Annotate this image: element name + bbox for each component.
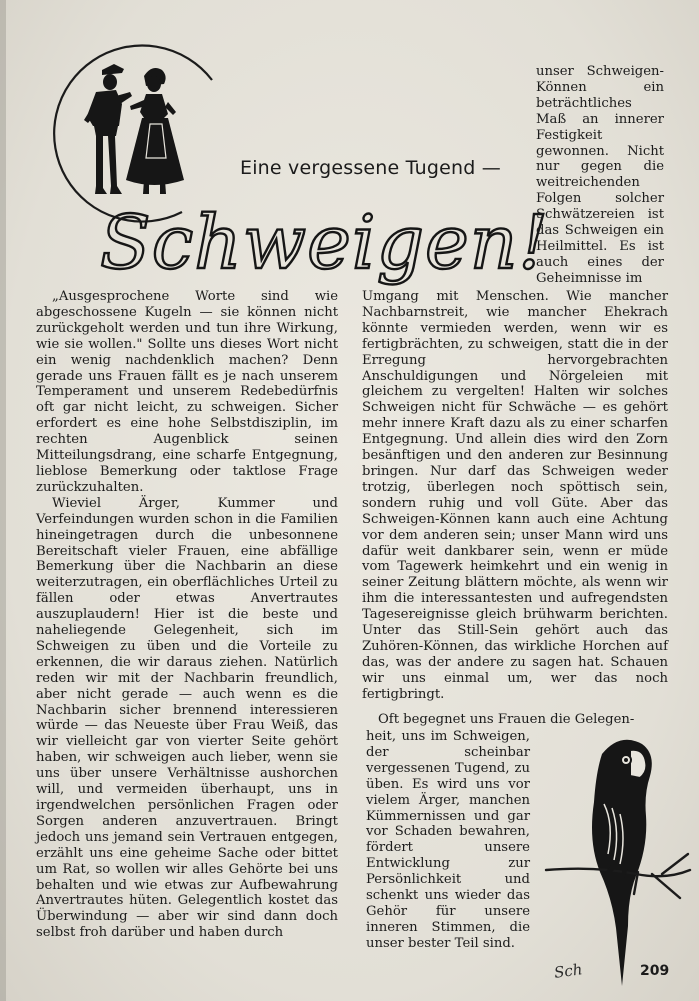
final-column (366, 729, 530, 952)
parrot-illustration (542, 724, 692, 994)
final-paragraph: heit, uns im Schweigen, der scheinbar vergessenen Tugend, zu üben. Es wird uns vor vielem Ärger, manchen Kümmernissen und gar vor Schaden bewahren, fördert unsere Entwicklung zur Persönlichkeit und schenkt uns wieder das Gehör für unsere inneren Stimmen, die unser bester Teil sind. (366, 729, 530, 951)
title-text: Schweigen! (100, 200, 550, 286)
article-title (92, 176, 550, 296)
right-paragraph: Umgang mit Menschen. Wie mancher Nachbarnstreit, wie mancher Ehekrach könnte vermieden werden, wenn wir es fertigbrächten, zu schweigen, statt die in der Erregung hervorgebrachten Anschuldigungen und Nörgeleien mit gleichem zu vergelten! Halten wir solches Schweigen nicht für Schwäche — es gehört mehr innere Kraft dazu als zu einer scharfen Entgegnung. Und allein dies wird den Zorn besänftigen und den anderen zur Besinnung bringen. Nur darf das Schweigen weder trotzig, überlegen noch spöttisch sein, sondern ruhig und voll Güte. Aber das Schweigen-Können kann auch eine Achtung vor dem anderen sein; unser Mann wird uns dafür weit dankbarer sein, wenn er müde vom Tagewerk heimkehrt und ein wenig in seiner Zeitung blättern möchte, als wenn wir ihm die interessantesten und aufregendsten Tagesereignisse gleich brühwarm berichten. Unter das Still-Sein gehört auch das Zuhören-Können, das wirkliche Horchen auf das, was der andere zu sagen hat. Schauen wir uns einmal um, wer das noch fertigbringt. (362, 289, 668, 702)
article-headline: Eine vergessene Tugend — (240, 157, 501, 179)
top-right-paragraph: unser Schweigen-Können ein beträchtliches Maß an innerer Festigkeit gewonnen. Nicht nur gegen die weitreichenden Folgen solcher Schwätzereien ist das Schweigen ein Heilmittel. Es ist auch eines der Geheimnisse im (536, 64, 664, 286)
left-paragraph-1: „Ausgesprochene Worte sind wie abgeschossene Kugeln — sie können nicht zurückgeholt werden und tun ihre Wirkung, wie sie wollen." Sollte uns dieses Wort nicht ein wenig nachdenklich machen? Denn gerade uns Frauen fällt es je nach unserem Temperament und unserem Redebedürfnis oft gar nicht leicht, zu schweigen. Sicher erfordert es eine hohe Selbstdisziplin, im rechten Augenblick seinen Mitteilungsdrang, eine scharfe Entgegnung, lieblose Bemerkung oder taktlose Frage zurückzuhalten. (36, 289, 338, 495)
top-right-text (536, 64, 664, 287)
right-column (362, 289, 668, 703)
title-lettering (92, 176, 550, 296)
page-edge-shadow (0, 0, 6, 1001)
artist-signature: Sch (552, 960, 584, 982)
left-column (36, 289, 338, 941)
page-number: 209 (640, 963, 670, 979)
final-lead: Oft begegnet uns Frauen die Gelegen- (378, 712, 635, 727)
left-paragraph-2: Wieviel Ärger, Kummer und Verfeindungen wurden schon in die Familien hineingetragen durch die unbesonnene Bereitschaft vieler Frauen, eine abfällige Bemerkung über die Nachbarin an diese weiterzutragen, ein oberflächliches Urteil zu fällen oder etwas Anvertrautes auszuplaudern! Hier ist die beste und naheliegende Gelegenheit, sich im Schweigen zu üben und die Vorteile zu erkennen, die wir daraus ziehen. Natürlich reden wir mit der Nachbarin freundlich, aber nicht gerade — auch wenn es die Nachbarin sicher brennend interessieren würde — das Neueste über Frau Weiß, das wir vielleicht gar von vierter Seite gehört haben, wir schweigen auch lieber, wenn sie uns über unsere Verhältnisse aushorchen will, und vermeiden überhaupt, uns in irgendwelchen persönlichen Fragen oder Sorgen anderen anzuvertrauen. Bringt jedoch uns jemand sein Vertrauen entgegen, erzählt uns eine geheime Sache oder bittet um Rat, so wollen wir alles Gehörte bei uns behalten und wie etwas zur Aufbewahrung Anvertrautes hüten. Gelegentlich kostet das Überwindung — aber wir sind dann doch selbst froh darüber und haben durch (36, 495, 338, 941)
